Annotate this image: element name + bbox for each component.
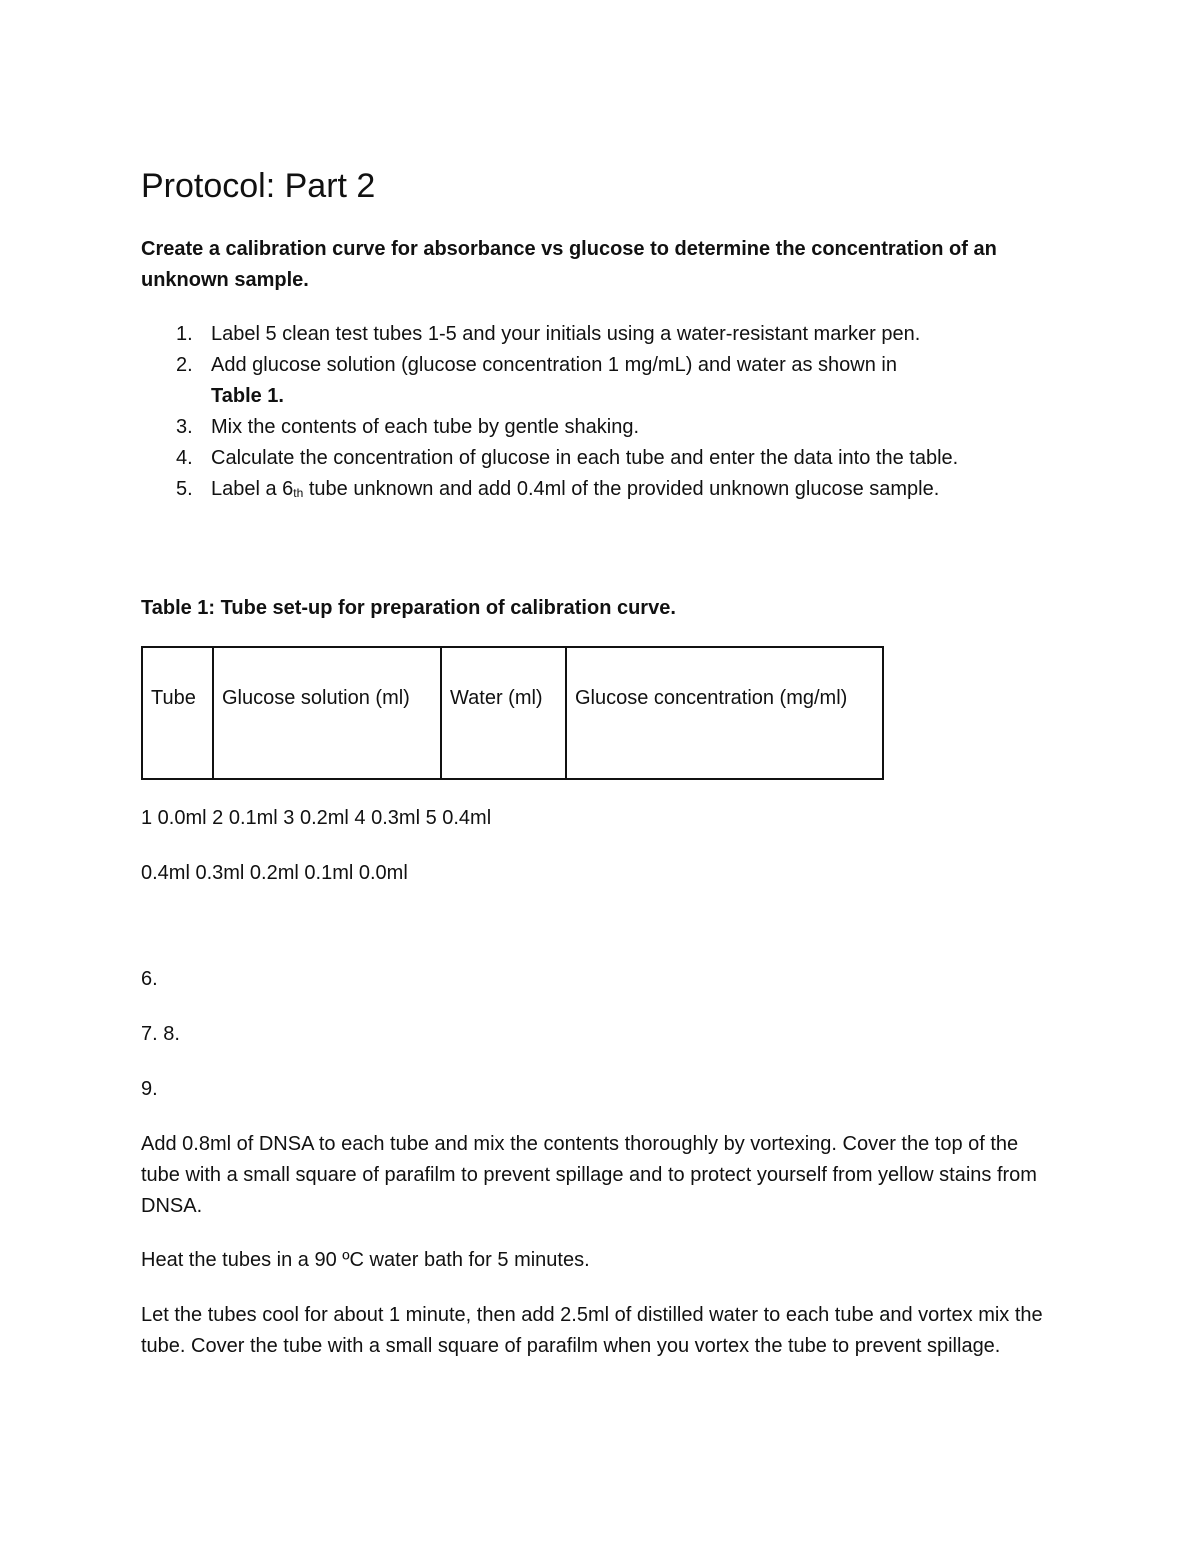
step-text: Mix the contents of each tube by gentle shaking.: [211, 416, 640, 438]
step-text: Calculate the concentration of glucose in each tube and enter the data into the table.: [211, 447, 959, 469]
step-text-pre: Label a 6: [211, 478, 294, 500]
paragraph-cool: Let the tubes cool for about 1 minute, then add 2.5ml of distilled water to each tube and vortex mix the tube. Cover the tube with a small square of parafilm when you vortex the tube to prevent spillage.: [141, 1304, 1043, 1357]
table-caption: Table 1: Tube set-up for preparation of calibration curve.: [141, 597, 676, 619]
step-text-post: tube unknown and add 0.4ml of the provided unknown glucose sample.: [303, 478, 940, 500]
header-glucose-concentration: Glucose concentration (mg/ml): [566, 647, 883, 779]
step-number: 3.: [176, 416, 193, 438]
step-5: [141, 474, 1061, 509]
step-number: 2.: [176, 354, 193, 376]
tube-setup-table: [141, 646, 884, 780]
step-number: 1.: [176, 323, 193, 345]
step-number: 4.: [176, 447, 193, 469]
page-title: Protocol: Part 2: [141, 167, 376, 205]
protocol-steps: [141, 319, 1061, 509]
glucose-values-row: 1 0.0ml 2 0.1ml 3 0.2ml 4 0.3ml 5 0.4ml: [141, 807, 492, 829]
step-1: [141, 319, 1061, 350]
step-text: Label 5 clean test tubes 1-5 and your initials using a water-resistant marker pen.: [211, 323, 921, 345]
step-number-9: 9.: [141, 1078, 158, 1100]
step-text: Add glucose solution (glucose concentration 1 mg/mL) and water as shown in: [211, 354, 897, 376]
paragraph-dnsa: Add 0.8ml of DNSA to each tube and mix the contents thoroughly by vortexing. Cover the top of the tube with a small square of parafilm to prevent spillage and to protect yourself from yellow stains from DNSA.: [141, 1133, 1037, 1217]
step-3: [141, 412, 1061, 443]
step-2: [141, 350, 1061, 412]
water-values-row: 0.4ml 0.3ml 0.2ml 0.1ml 0.0ml: [141, 862, 408, 884]
paragraph-heat: Heat the tubes in a 90 ºC water bath for 5 minutes.: [141, 1249, 590, 1271]
table-header-row: [142, 647, 883, 779]
step-number-7-8: 7. 8.: [141, 1023, 180, 1045]
ordinal-suffix: th: [293, 486, 304, 500]
step-number: 5.: [176, 478, 193, 500]
step-number-6: 6.: [141, 968, 158, 990]
step-4: [141, 443, 1061, 474]
header-water: Water (ml): [441, 647, 566, 779]
protocol-objective: Create a calibration curve for absorbance vs glucose to determine the concentration of an unknown sample.: [141, 238, 997, 291]
header-tube: Tube: [142, 647, 213, 779]
header-glucose-solution: Glucose solution (ml): [213, 647, 441, 779]
table-reference: Table 1.: [211, 385, 284, 407]
